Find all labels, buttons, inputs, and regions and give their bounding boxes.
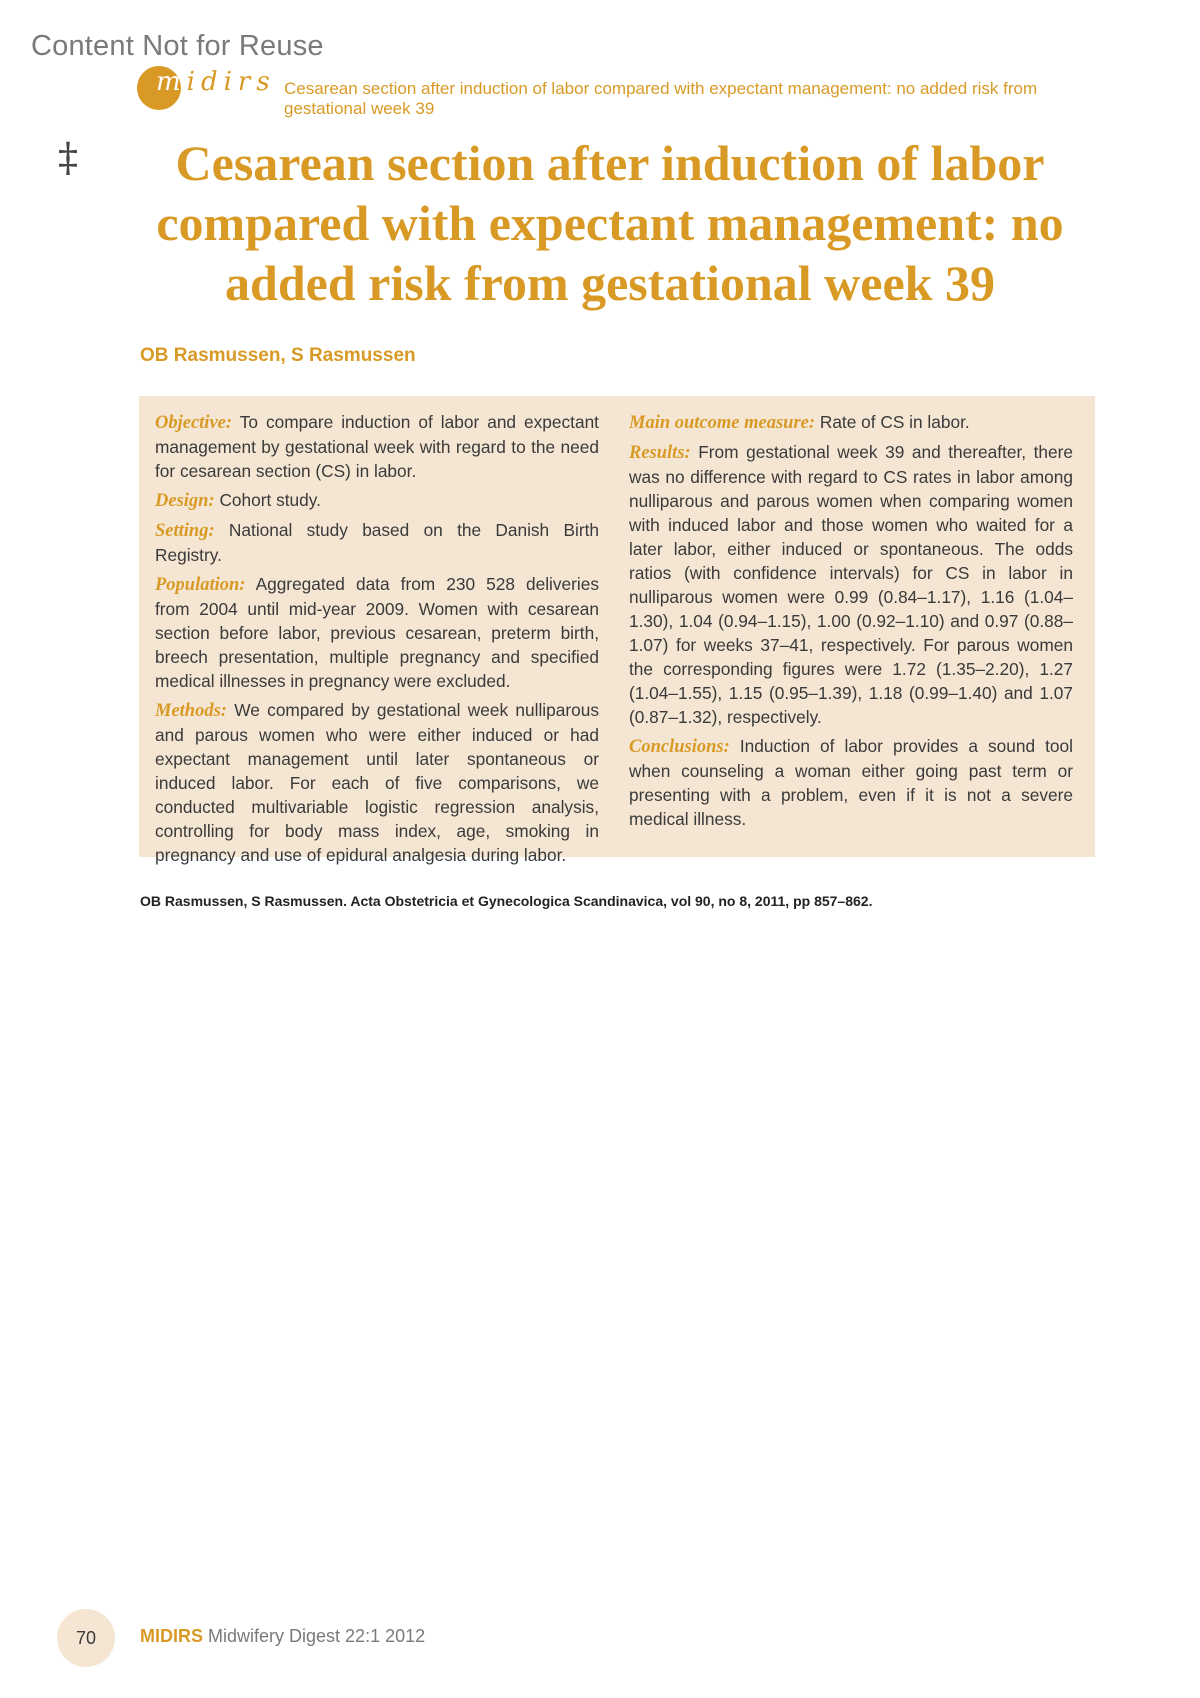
population-text: Aggregated data from 230 528 deliveries from 2004 until mid-year 2009. Women with cesarean section before labor, previous cesarean, preterm birth, breech presentation, multiple pregnancy and specified medical illnesses in pregnancy were excluded. — [155, 574, 599, 691]
results-text: From gestational week 39 and thereafter, there was no difference with regard to CS rates in labor among nulliparous and parous women when comparing women with induced labor and those women who waited for a later labor, either induced or spontaneous. The odds ratios (with confidence intervals) for CS in labor in nulliparous women were 0.99 (0.84–1.17), 1.16 (1.04–1.30), 1.04 (0.94–1.15), 1.00 (0.92–1.10) and 0.97 (0.88–1.07) for weeks 37–41, respectively. For parous women the corresponding figures were 1.72 (1.35–2.20), 1.27 (1.04–1.55), 1.15 (0.95–1.39), 1.18 (0.99–1.40) and 1.07 (0.87–1.32), respectively. — [629, 442, 1073, 727]
abstract-box — [139, 396, 1095, 865]
watermark-text: Content Not for Reuse — [31, 30, 324, 62]
conclusions-label: Conclusions: — [629, 737, 730, 757]
page-number: 70 — [57, 1609, 115, 1667]
design-text: Cohort study. — [219, 490, 321, 510]
abstract-population — [155, 572, 599, 693]
abstract-conclusions — [629, 734, 1073, 831]
logo-wordmark — [156, 67, 276, 97]
citation: OB Rasmussen, S Rasmussen. Acta Obstetricia et Gynecologica Scandinavica, vol 90, no 8, 2011, pp 857–862. — [140, 893, 873, 909]
running-head: Cesarean section after induction of labor compared with expectant management: no added risk from gestational week 39 — [284, 79, 1038, 118]
article-authors: OB Rasmussen, S Rasmussen — [140, 345, 416, 366]
methods-label: Methods: — [155, 701, 227, 721]
abstract-setting — [155, 518, 599, 567]
article-title: Cesarean section after induction of labor compared with expectant management: no added risk from gestational week 39 — [156, 135, 1064, 311]
footer-brand: MIDIRS — [140, 1626, 203, 1646]
dagger-icon: ‡ — [58, 135, 78, 181]
methods-text: We compared by gestational week nulliparous and parous women who were either induced or had expectant management until later spontaneous or induced labor. For each of five comparisons, we conducted multivariable logistic regression analysis, controlling for body mass index, age, smoking in pregnancy and use of epidural analgesia during labor. — [155, 700, 599, 865]
objective-label: Objective: — [155, 413, 233, 433]
design-label: Design: — [155, 491, 215, 511]
abstract-results — [629, 440, 1073, 729]
abstract-design — [155, 488, 599, 513]
results-label: Results: — [629, 443, 691, 463]
objective-text: To compare induction of labor and expectant management by gestational week with regard to the need for cesarean section (CS) in labor. — [155, 412, 599, 481]
setting-label: Setting: — [155, 521, 215, 541]
abstract-main-outcome — [629, 410, 1073, 435]
footer-issue: Midwifery Digest 22:1 2012 — [208, 1626, 426, 1646]
abstract-right-column — [629, 410, 1073, 836]
midirs-logo — [137, 66, 287, 116]
setting-text: National study based on the Danish Birth Registry. — [155, 520, 599, 565]
logo-first-letter: m — [156, 67, 187, 97]
conclusions-text: Induction of labor provides a sound tool when counseling a woman either going past term or presenting with a problem, even if it is not a severe medical illness. — [629, 736, 1073, 829]
abstract-left-column — [155, 410, 599, 872]
abstract-objective — [155, 410, 599, 483]
population-label: Population: — [155, 575, 246, 595]
logo-rest-letters: idirs — [186, 67, 276, 97]
abstract-methods — [155, 698, 599, 867]
footer-journal — [140, 1626, 425, 1647]
main-outcome-label: Main outcome measure: — [629, 413, 816, 433]
main-outcome-text: Rate of CS in labor. — [819, 412, 970, 432]
